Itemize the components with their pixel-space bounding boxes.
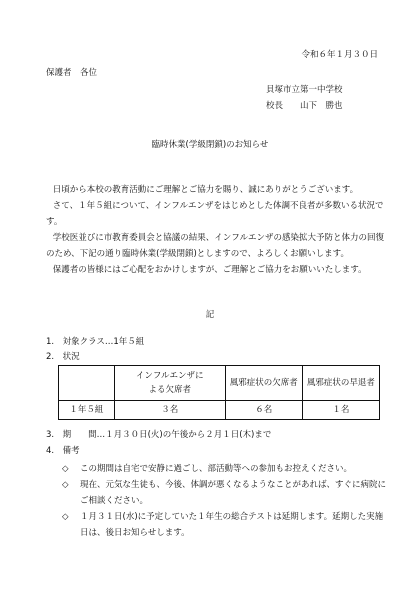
notice-title: 臨時休業(学級閉鎖)のお知らせ <box>151 140 269 150</box>
ki-heading: 記 <box>205 310 215 320</box>
list-item <box>58 461 388 477</box>
diamond-icon: ◇ <box>62 480 69 490</box>
notes-list <box>58 461 388 541</box>
table-cell: 風邪症状の早退者 <box>302 366 379 401</box>
table-cell: 風邪症状の欠席者 <box>225 366 302 401</box>
note-text: １月３１日(水)に予定していた１年生の総合テストは延期します。延期した実施日は、後日お知らせします。 <box>80 512 384 538</box>
table-cell: ６名 <box>225 401 302 420</box>
table-row <box>59 401 380 420</box>
diamond-icon: ◇ <box>62 464 69 474</box>
school-name: 貝塚市立第一中学校 <box>266 85 343 95</box>
table-cell <box>59 366 115 401</box>
item-status: 2. 状況 <box>46 352 80 362</box>
note-text: 現在、元気な生徒も、今後、体調が悪くなるようなことがあれば、すぐに病院にご相談ください。 <box>80 480 387 506</box>
item-period: 3. 期 間…１月３０日(火)の午後から２月１日(木)まで <box>46 430 272 440</box>
paragraph: 日頃から本校の教育活動にご理解とご協力を賜り、誠にありがとうございます。 <box>52 185 359 195</box>
table-cell: インフルエンザによる欠席者 <box>114 366 225 401</box>
table-header-row <box>59 366 380 401</box>
paragraph: さて、１年５組について、インフルエンザをはじめとした体調不良者が多数いる状況です。 <box>46 201 384 227</box>
body-text <box>46 182 386 278</box>
note-text: この期間は自宅で安静に過ごし、部活動等への参加もお控えください。 <box>80 464 353 474</box>
paragraph: 学校医並びに市教育委員会と協議の結果、インフルエンザの感染拡大予防と体力の回復のため、下記の通り臨時休業(学級閉鎖)としますので、よろしくお願いします。 <box>46 233 384 259</box>
addressee: 保護者 各位 <box>46 68 98 78</box>
status-table <box>58 365 380 420</box>
table-cell: １年５組 <box>59 401 115 420</box>
principal-name: 校長 山下 勝也 <box>266 101 343 111</box>
item-notes: 4. 備考 <box>46 446 80 456</box>
document-date: 令和６年１月３０日 <box>301 50 378 60</box>
list-item <box>58 477 388 509</box>
list-item <box>58 509 388 541</box>
item-target-class: 1. 対象クラス…1年５組 <box>46 337 145 347</box>
table-cell: １名 <box>302 401 379 420</box>
table-cell: ３名 <box>114 401 225 420</box>
paragraph: 保護者の皆様にはご心配をおかけしますが、ご理解とご協力をお願いいたします。 <box>52 265 367 275</box>
diamond-icon: ◇ <box>62 512 69 522</box>
